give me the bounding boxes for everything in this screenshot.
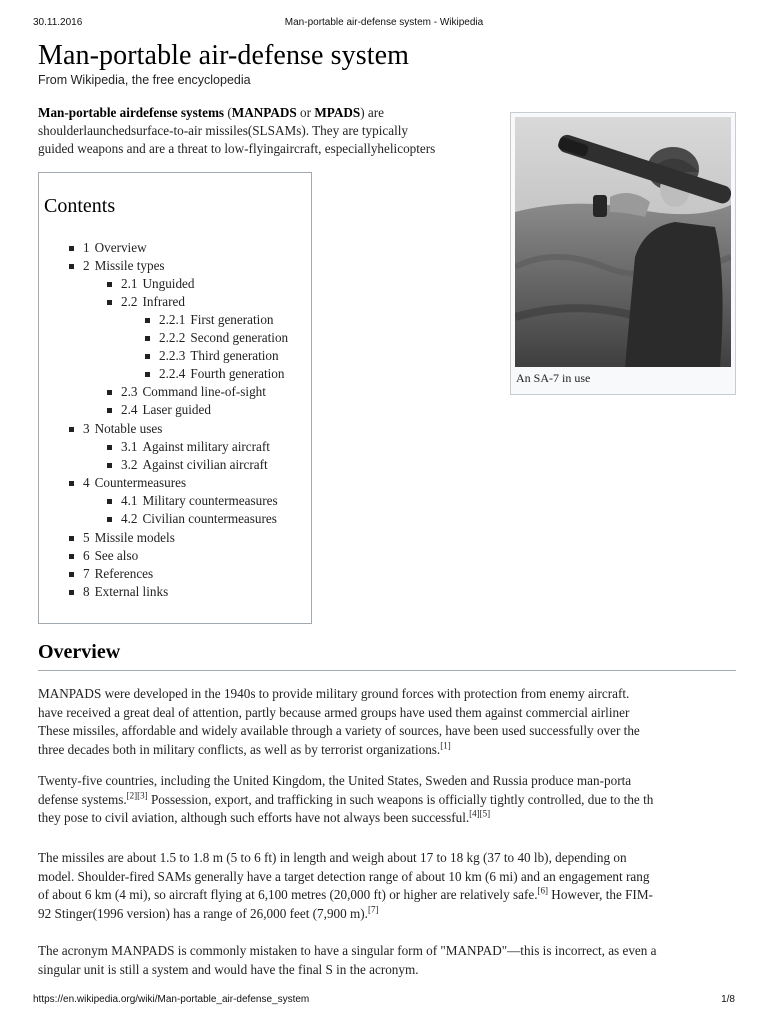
overview-paragraph-2 [38,772,736,828]
bullet-icon [107,390,112,395]
citation-link[interactable]: [7] [367,904,379,915]
page-number: 1/8 [721,994,735,1005]
toc-item-third-generation[interactable] [159,347,279,365]
toc-num: 5 [83,530,90,545]
toc-item-laser-guided[interactable] [121,401,211,419]
toc-label: Command line-of-sight [142,384,266,399]
toc-label: Against military aircraft [142,439,270,454]
section-heading-overview: Overview [38,641,121,663]
toc-label: External links [94,584,169,599]
paragraph-line: have received a great deal of attention, partly because armed groups have used them against commercial airliner [38,704,630,720]
page-url: https://en.wikipedia.org/wiki/Man-portable_air-defense_system [33,994,310,1005]
toc-label: Missile types [94,258,165,273]
bullet-icon [107,300,112,305]
paragraph-line: The missiles are about 1.5 to 1.8 m (5 to 6 ft) in length and weigh about 17 to 18 kg (37 to 40 lb), depending on [38,850,627,865]
toc-num: 2.3 [121,384,138,399]
toc-num: 4.1 [121,493,138,508]
bullet-icon [107,408,112,413]
bullet-icon [145,336,150,341]
intro-line-3: guided weapons and are a threat to low-flyingaircraft, especiallyhelicopters [38,141,436,156]
toc-label: Countermeasures [94,475,187,490]
print-header [0,17,768,31]
toc-num: 2.2.3 [159,348,186,363]
intro-line-2: shoulderlaunchedsurface-to-air missiles(SLSAMs). They are typically [38,123,409,138]
toc-item-against-military-aircraft[interactable] [121,438,270,456]
toc-num: 2.2.4 [159,366,186,381]
toc-item-first-generation[interactable] [159,311,274,329]
citation-link[interactable]: [4][5] [469,809,491,819]
intro-text: ( [224,105,232,120]
citation-link[interactable]: [6] [537,886,548,896]
paragraph-line: singular unit is still a system and would have the final S in the acronym. [38,961,419,977]
toc-label: See also [94,548,139,563]
table-of-contents [38,172,312,624]
toc-label: Military countermeasures [142,493,278,508]
toc-num: 1 [83,240,90,255]
toc-label: Against civilian aircraft [142,457,268,472]
bullet-icon [107,282,112,287]
paragraph-line: of about 6 km (4 mi), so aircraft flying at 6,100 metres (20,000 ft) or higher are relatively safe. [38,887,538,902]
overview-paragraph-3 [38,849,736,923]
bullet-icon [69,590,74,595]
toc-num: 2 [83,258,90,273]
toc-label: Laser guided [142,402,211,417]
toc-label: Infrared [142,294,185,309]
toc-label: Missile models [94,530,175,545]
paragraph-line: they pose to civil aviation, although such efforts have not always been successful. [38,810,470,825]
toc-label: Second generation [190,330,289,345]
print-date: 30.11.2016 [33,17,83,28]
infobox-caption: An SA-7 in use [516,371,591,385]
toc-num: 2.2.2 [159,330,186,345]
toc-label: References [94,566,154,581]
bullet-icon [107,463,112,468]
toc-item-missile-models[interactable] [83,529,175,547]
toc-item-military-countermeasures[interactable] [121,492,278,510]
overview-paragraph-1 [38,685,736,759]
bullet-icon [107,499,112,504]
toc-item-unguided[interactable] [121,275,195,293]
bullet-icon [69,572,74,577]
bullet-icon [69,264,74,269]
bullet-icon [69,246,74,251]
toc-num: 4 [83,475,90,490]
bullet-icon [107,445,112,450]
toc-label: Fourth generation [190,366,285,381]
toc-num: 3.1 [121,439,138,454]
bullet-icon [69,481,74,486]
toc-num: 4.2 [121,511,138,526]
term-manpads: MANPADS [231,105,297,120]
term-mpads: MPADS [314,105,361,120]
paragraph-line: MANPADS were developed in the 1940s to provide military ground forces with protection from enemy aircraft. [38,686,630,701]
bullet-icon [69,427,74,432]
toc-label: Unguided [142,276,195,291]
toc-label: Overview [94,240,147,255]
toc-item-second-generation[interactable] [159,329,288,347]
paragraph-line: three decades both in military conflicts, as well as by terrorist organizations. [38,741,441,757]
paragraph-line: These missiles, affordable and widely available through a variety of sources, have been used successfully over the [38,723,640,738]
citation-link[interactable]: [1] [440,740,451,751]
print-footer [0,994,768,1008]
overview-paragraph-4 [38,942,736,979]
toc-num: 8 [83,584,90,599]
toc-num: 7 [83,566,90,581]
intro-text: ) are [360,105,385,120]
bullet-icon [145,372,150,377]
toc-num: 2.4 [121,402,138,417]
paragraph-line: Possession, export, and trafficking in such weapons is officially tightly controlled, due to the th [147,791,654,807]
intro-paragraph [38,104,503,158]
toc-label: Notable uses [94,421,163,436]
paragraph-line: The acronym MANPADS is commonly mistaken to have a singular form of "MANPAD"—this is incorrect, as even a [38,943,657,958]
print-page-title: Man-portable air-defense system - Wikipedia [284,17,484,28]
bullet-icon [69,554,74,559]
article-title: Man-portable air-defense system [38,40,410,71]
article-tagline: From Wikipedia, the free encyclopedia [38,73,251,87]
section-divider [38,670,736,671]
citation-link[interactable]: [2][3] [126,790,148,801]
toc-num: 2.1 [121,276,138,291]
intro-text: or [296,105,315,120]
toc-item-infrared[interactable] [121,293,185,311]
bullet-icon [145,354,150,359]
bullet-icon [69,536,74,541]
paragraph-line: defense systems. [38,791,127,807]
toc-item-see-also[interactable] [83,547,138,565]
toc-item-against-civilian-aircraft[interactable] [121,456,268,474]
paragraph-line: However, the FIM- [548,887,653,902]
toc-item-external-links[interactable] [83,583,168,601]
toc-title: Contents [44,195,116,217]
toc-item-civilian-countermeasures[interactable] [121,510,277,528]
infobox [510,112,736,395]
bullet-icon [145,318,150,323]
toc-item-missile-types[interactable] [83,257,165,275]
toc-num: 3 [83,421,90,436]
toc-item-fourth-generation[interactable] [159,365,285,383]
toc-item-notable-uses[interactable] [83,420,162,438]
toc-label: Third generation [190,348,279,363]
toc-label: First generation [190,312,274,327]
term-manpads-full: Man-portable airdefense systems [38,105,225,120]
bullet-icon [107,517,112,522]
toc-item-overview[interactable] [83,239,147,257]
toc-item-references[interactable] [83,565,153,583]
soldier-with-missile-launcher-photo[interactable] [515,117,731,367]
paragraph-line: 92 Stinger(1996 version) has a range of 26,000 feet (7,900 m). [38,905,368,921]
toc-num: 2.2 [121,294,138,309]
toc-num: 3.2 [121,457,138,472]
toc-item-command-line-of-sight[interactable] [121,383,266,401]
toc-item-countermeasures[interactable] [83,474,186,492]
paragraph-line: model. Shoulder-fired SAMs generally have a target detection range of about 10 km (6 mi) and an engagement rang [38,868,650,884]
toc-num: 2.2.1 [159,312,186,327]
toc-label: Civilian countermeasures [142,511,277,526]
paragraph-line: Twenty-five countries, including the United Kingdom, the United States, Sweden and Russia produce man-porta [38,773,632,788]
toc-num: 6 [83,548,90,563]
